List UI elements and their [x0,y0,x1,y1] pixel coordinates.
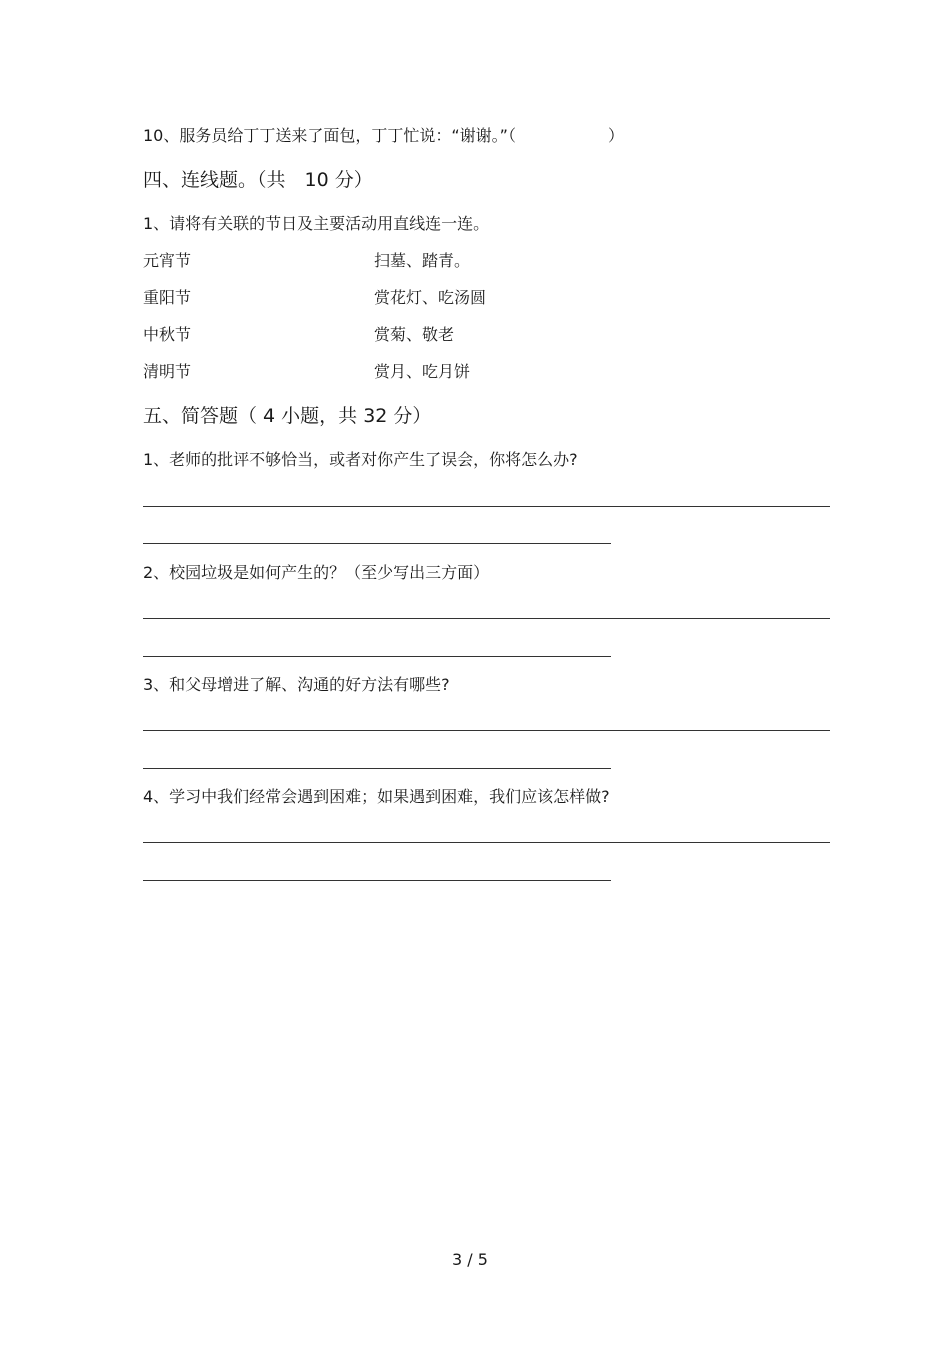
activity-item[interactable]: 扫墓、踏青。 [374,251,471,270]
activity-item[interactable]: 赏花灯、吃汤圆 [374,288,487,307]
question-10-close: ） [607,126,624,145]
short-answer-question: 3、和父母增进了解、沟通的好方法有哪些? [143,675,450,694]
answer-line[interactable] [143,656,611,657]
answer-line[interactable] [143,842,830,843]
festival-item[interactable]: 重阳节 [143,288,192,307]
short-answer-question: 1、老师的批评不够恰当，或者对你产生了误会，你将怎么办? [143,450,578,469]
question-10 [143,126,624,146]
answer-line[interactable] [143,543,611,544]
answer-line[interactable] [143,506,830,507]
answer-line[interactable] [143,768,611,769]
short-answer-question: 4、学习中我们经常会遇到困难；如果遇到困难，我们应该怎样做? [143,787,610,806]
short-answer-question: 2、校园垃圾是如何产生的？（至少写出三方面） [143,563,490,582]
answer-line[interactable] [143,618,830,619]
section-4-question-1: 1、请将有关联的节日及主要活动用直线连一连。 [143,214,490,233]
section-4-title: 四、连线题。（共 10 分） [143,169,373,191]
festival-item[interactable]: 中秋节 [143,325,192,344]
activity-item[interactable]: 赏菊、敬老 [374,325,455,344]
activity-item[interactable]: 赏月、吃月饼 [374,362,471,381]
page-number: 3 / 5 [452,1250,488,1269]
festival-item[interactable]: 元宵节 [143,251,192,270]
answer-line[interactable] [143,730,830,731]
festival-item[interactable]: 清明节 [143,362,192,381]
section-5-title: 五、简答题（ 4 小题，共 32 分） [143,405,432,427]
answer-line[interactable] [143,880,611,881]
question-10-text: 10、服务员给丁丁送来了面包，丁丁忙说：“谢谢。”（ [143,126,516,145]
